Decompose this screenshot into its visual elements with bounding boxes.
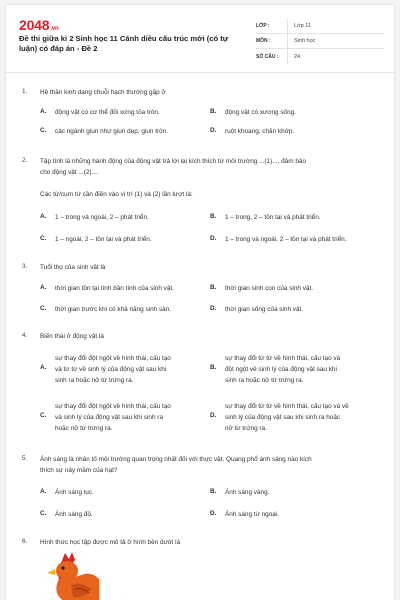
- option-text: 1 – trong và ngoài, 2 – tồn tại và phát triển.: [225, 236, 347, 243]
- option-letter: D.: [210, 305, 217, 312]
- question-number: 4.: [22, 332, 28, 339]
- option-text: 1 – trong, 2 – tồn tại và phát triển.: [225, 214, 321, 221]
- option-text: sự thay đổi từ từ về hình thái, cấu tạo và: [225, 355, 341, 362]
- option-letter: C.: [40, 305, 47, 312]
- option-letter: C.: [40, 510, 47, 517]
- question-text: Ánh sáng là nhân tố môi trường quan trọng nhất đối với thực vật. Quang phổ ánh sáng nào kích: [40, 456, 312, 463]
- document-title: Đề thi giữa kì 2 Sinh học 11 Cánh diều cấu trúc mới (có tự luận) có đáp án - Đề 2: [19, 34, 229, 53]
- meta-table: [256, 19, 384, 64]
- option-letter: C.: [40, 127, 47, 134]
- option-text: hoặc nở từ trứng ra.: [55, 425, 113, 432]
- option-text: sinh ra hoặc nở từ trứng ra.: [225, 377, 304, 384]
- option-text: Ánh sáng từ ngoại.: [225, 511, 280, 518]
- option-text: Ánh sáng đỏ.: [55, 511, 93, 518]
- option-letter: C.: [40, 235, 47, 242]
- option-letter: B.: [210, 213, 217, 220]
- question-number: 6.: [22, 538, 28, 545]
- option-letter: A.: [40, 108, 47, 115]
- option-letter: C.: [40, 412, 47, 419]
- question-text: Hình thức học tập được mô tả ở hình bên dưới là: [40, 539, 181, 546]
- option-text: động vật có cơ thể đối xứng tỏa tròn.: [55, 109, 160, 116]
- option-text: sự thay đổi đột ngột về hình thái, cấu tạo: [55, 355, 171, 362]
- meta-value: 24: [294, 53, 301, 60]
- logo-suffix: .vn: [50, 26, 59, 32]
- meta-value: Sinh học: [294, 38, 316, 44]
- question-text: Tập tính là những hành động của động vật trả lời lại kích thích từ môi trường ...(1)..., đảm bảo: [40, 158, 306, 165]
- logo-main: 2048: [19, 17, 50, 33]
- question-subtext: Các từ/cụm từ cần điền vào vị trí (1) và (2) lần lượt là:: [40, 191, 193, 198]
- option-text: thời gian sống của sinh vật.: [225, 306, 304, 313]
- option-letter: D.: [210, 412, 217, 419]
- option-text: thời gian sinh con của sinh vật.: [225, 285, 314, 292]
- question-number: 1.: [22, 88, 28, 95]
- option-letter: A.: [40, 364, 47, 371]
- option-text: đột ngột về sinh lý của động vật sau khi: [225, 366, 337, 373]
- option-text: Ánh sáng vàng.: [225, 489, 270, 496]
- meta-key: MÔN :: [256, 34, 288, 48]
- option-text: động vật có xương sống.: [225, 109, 296, 116]
- meta-key: LỚP :: [256, 19, 288, 33]
- option-text: 1 – ngoài, 2 – tồn tại và phát triển.: [55, 236, 152, 243]
- option-text: sự thay đổi từ từ về hình thái, cấu tạo và về: [225, 403, 349, 410]
- question-number: 2.: [22, 157, 28, 164]
- header-divider: [6, 72, 394, 73]
- option-text: Ánh sáng lục.: [55, 489, 94, 496]
- meta-row-class: [256, 19, 384, 34]
- option-letter: D.: [210, 510, 217, 517]
- document-page: [6, 5, 394, 600]
- question-text: cho động vật ...(2)....: [40, 169, 99, 176]
- question-text: Hệ thần kinh dạng chuỗi hạch thường gặp ở: [40, 89, 166, 96]
- option-text: sinh lý của động vật sau khi sinh ra hoặc: [225, 414, 341, 421]
- option-letter: B.: [210, 284, 217, 291]
- document-header: [6, 5, 394, 67]
- option-text: thời gian tồn tại tính bản tính của sinh vật.: [55, 285, 174, 292]
- option-text: các ngành giun như giun dẹp, giun tròn.: [55, 128, 169, 135]
- question-number: 5.: [22, 455, 28, 462]
- site-logo[interactable]: [19, 17, 58, 33]
- option-text: nở từ trứng ra.: [225, 425, 267, 432]
- option-text: ruột khoang, chân khớp.: [225, 128, 295, 135]
- option-text: thời gian trước khi có khả năng sinh sản.: [55, 306, 172, 313]
- rooster-illustration: [41, 549, 99, 600]
- question-text: thích sự nảy mầm của hạt?: [40, 467, 118, 474]
- meta-value: Lớp 11: [294, 23, 311, 29]
- meta-row-subject: [256, 34, 384, 49]
- question-text: Biến thái ở động vật là: [40, 333, 104, 340]
- option-letter: D.: [210, 235, 217, 242]
- option-text: sự thay đổi đột ngột về hình thái, cấu tạo: [55, 403, 171, 410]
- option-text: và từ từ về sinh lý của động vật sau khi: [55, 366, 167, 373]
- option-letter: B.: [210, 364, 217, 371]
- option-letter: A.: [40, 284, 47, 291]
- option-letter: D.: [210, 127, 217, 134]
- meta-row-count: [256, 49, 384, 64]
- option-letter: B.: [210, 488, 217, 495]
- option-letter: B.: [210, 108, 217, 115]
- option-text: sinh ra hoặc nở từ trứng ra.: [55, 377, 134, 384]
- option-text: 1 – trong và ngoài, 2 – phát triển.: [55, 214, 149, 221]
- option-text: và sinh lý của động vật sau khi sinh ra: [55, 414, 163, 421]
- option-letter: A.: [40, 213, 47, 220]
- question-text: Tuổi thọ của sinh vật là: [40, 264, 106, 271]
- option-letter: A.: [40, 488, 47, 495]
- meta-key: SỐ CÂU :: [256, 49, 288, 64]
- question-number: 3.: [22, 263, 28, 270]
